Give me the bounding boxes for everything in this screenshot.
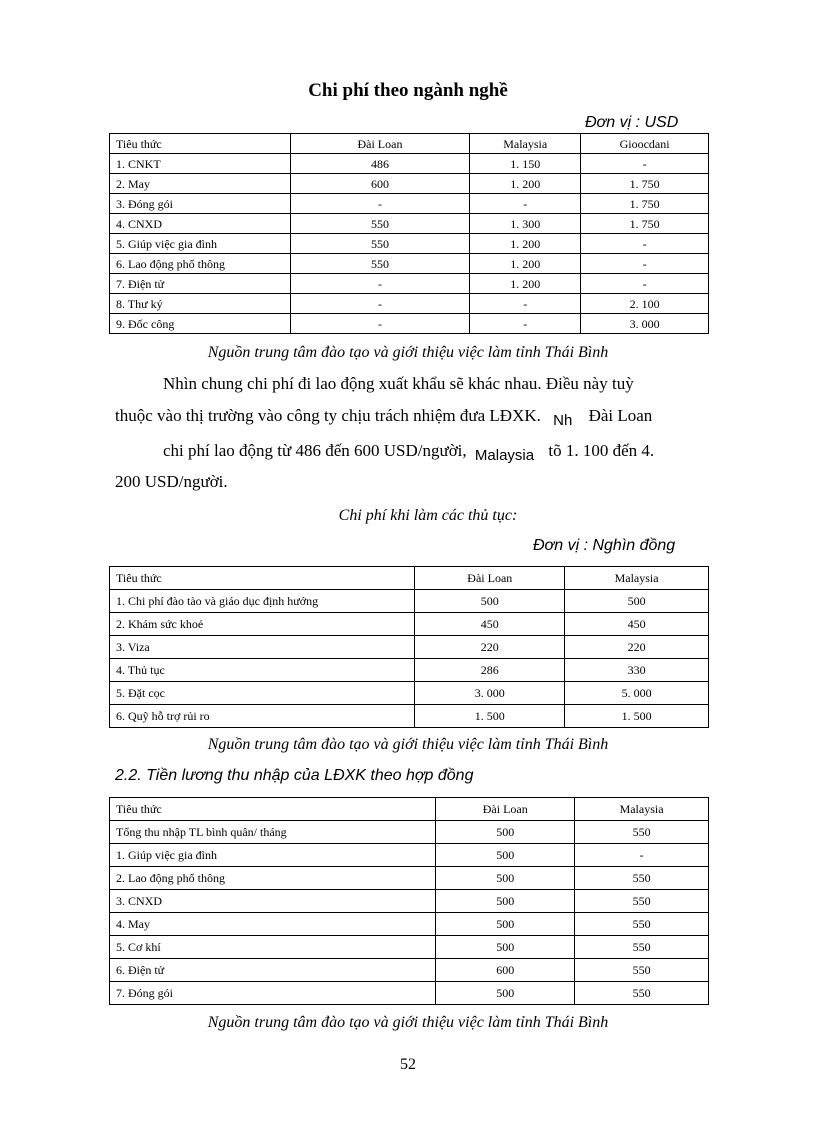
cell: 550 — [290, 214, 470, 234]
cell: - — [581, 274, 709, 294]
table-row — [110, 659, 709, 682]
cell: - — [290, 274, 470, 294]
procedure-cost-table — [109, 566, 709, 728]
row-label: 6. Lao động phổ thông — [110, 254, 291, 274]
cell: - — [290, 314, 470, 334]
cell: - — [470, 194, 581, 214]
row-label: 4. Thủ tục — [110, 659, 415, 682]
cell: 1. 150 — [470, 154, 581, 174]
table2-source: Nguồn trung tâm đào tạo và giới thiệu việc làm tỉnh Thái Bình — [207, 736, 609, 753]
paragraph-line: Nhìn chung chi phí đi lao động xuất khẩu sẽ khác nhau. Điều này tuỳ — [163, 374, 634, 393]
cell: 550 — [575, 936, 709, 959]
page-number: 52 — [400, 1056, 416, 1073]
table-row — [110, 314, 709, 334]
table-header-row — [110, 134, 709, 154]
table2-unit: Đơn vị : Nghìn đồng — [533, 537, 676, 554]
page-title: Chi phí theo ngành nghề — [308, 80, 508, 101]
header-cell: Malaysia — [470, 134, 581, 154]
table-row — [110, 234, 709, 254]
table2-caption: Chi phí khi làm các thủ tục: — [338, 507, 518, 524]
cell: 500 — [436, 844, 575, 867]
row-label: 9. Đốc công — [110, 314, 291, 334]
text-segment: Đài Loan — [588, 406, 653, 425]
header-cell: Tiêu thức — [110, 134, 291, 154]
row-label: 5. Đặt cọc — [110, 682, 415, 705]
header-cell: Tiêu thức — [110, 567, 415, 590]
cell: 550 — [575, 982, 709, 1005]
row-label: 5. Giúp việc gia đình — [110, 234, 291, 254]
table-row — [110, 936, 709, 959]
cell: 1. 200 — [470, 174, 581, 194]
table-row — [110, 959, 709, 982]
text-segment: Malaysia — [474, 447, 535, 464]
cell: - — [290, 194, 470, 214]
cell: 500 — [436, 913, 575, 936]
paragraph-line — [163, 435, 737, 468]
table-header-row — [110, 798, 709, 821]
cell: - — [575, 844, 709, 867]
text-segment: thuộc vào thị trường vào công ty chịu trách nhiệm đưa LĐXK. — [115, 406, 541, 425]
cell: 1. 200 — [470, 274, 581, 294]
row-label: 7. Điện tử — [110, 274, 291, 294]
header-cell: Malaysia — [575, 798, 709, 821]
cell: 500 — [436, 867, 575, 890]
cell: 550 — [290, 234, 470, 254]
cell: - — [581, 154, 709, 174]
table-row — [110, 913, 709, 936]
table-row — [110, 214, 709, 234]
cell: - — [470, 294, 581, 314]
cell: 1. 200 — [470, 234, 581, 254]
paragraph-line — [115, 400, 737, 433]
row-label: 2. Lao động phổ thông — [110, 867, 436, 890]
cell: 550 — [575, 821, 709, 844]
table-row — [110, 867, 709, 890]
cell: 500 — [415, 590, 565, 613]
cell: 550 — [575, 959, 709, 982]
table-header-row — [110, 567, 709, 590]
row-label: 3. Viza — [110, 636, 415, 659]
table1-unit: Đơn vị : USD — [585, 114, 679, 131]
row-label: 6. Quỹ hỗ trợ rủi ro — [110, 705, 415, 728]
row-label: 6. Điện tử — [110, 959, 436, 982]
cell: 1. 500 — [565, 705, 709, 728]
text-segment: chi phí lao động từ 486 đến 600 USD/người, — [163, 441, 467, 460]
table-row — [110, 890, 709, 913]
table-row — [110, 982, 709, 1005]
table-row — [110, 174, 709, 194]
cell: 450 — [415, 613, 565, 636]
header-cell: Đài Loan — [290, 134, 470, 154]
table-row — [110, 821, 709, 844]
cell: 220 — [565, 636, 709, 659]
cell: 1. 750 — [581, 194, 709, 214]
table-row — [110, 844, 709, 867]
row-label: 4. CNXD — [110, 214, 291, 234]
table-row — [110, 636, 709, 659]
cell: 220 — [415, 636, 565, 659]
cell: 550 — [290, 254, 470, 274]
row-label: 3. CNXD — [110, 890, 436, 913]
cell: 550 — [575, 913, 709, 936]
table-row — [110, 705, 709, 728]
row-label: Tổng thu nhập TL bình quân/ tháng — [110, 821, 436, 844]
header-cell: Đài Loan — [436, 798, 575, 821]
table-row — [110, 613, 709, 636]
table-row — [110, 154, 709, 174]
cell: 286 — [415, 659, 565, 682]
row-label: 3. Đóng gói — [110, 194, 291, 214]
table-row — [110, 682, 709, 705]
salary-table — [109, 797, 709, 1005]
cell: 1. 200 — [470, 254, 581, 274]
row-label: 2. Khám sức khoẻ — [110, 613, 415, 636]
cell: 486 — [290, 154, 470, 174]
table-row — [110, 590, 709, 613]
cell: 500 — [565, 590, 709, 613]
cell: 500 — [436, 890, 575, 913]
cell: - — [581, 254, 709, 274]
table-row — [110, 274, 709, 294]
cell: 450 — [565, 613, 709, 636]
cell: 500 — [436, 982, 575, 1005]
table-row — [110, 254, 709, 274]
row-label: 8. Thư ký — [110, 294, 291, 314]
cell: - — [581, 234, 709, 254]
header-cell: Malaysia — [565, 567, 709, 590]
table3-source: Nguồn trung tâm đào tạo và giới thiệu việc làm tỉnh Thái Bình — [207, 1014, 609, 1031]
row-label: 4. May — [110, 913, 436, 936]
cell: 330 — [565, 659, 709, 682]
cell: 600 — [436, 959, 575, 982]
cell: 1. 500 — [415, 705, 565, 728]
cell: 3. 000 — [415, 682, 565, 705]
row-label: 7. Đóng gói — [110, 982, 436, 1005]
cost-by-occupation-table — [109, 133, 709, 334]
cell: - — [470, 314, 581, 334]
header-cell: Đài Loan — [415, 567, 565, 590]
paragraph-line: 200 USD/người. — [115, 472, 228, 491]
row-label: 1. CNKT — [110, 154, 291, 174]
table-row — [110, 294, 709, 314]
cell: 1. 750 — [581, 174, 709, 194]
cell: 3. 000 — [581, 314, 709, 334]
text-segment: tõ 1. 100 đến 4. — [548, 441, 655, 460]
cell: 500 — [436, 821, 575, 844]
cell: 550 — [575, 867, 709, 890]
cell: - — [290, 294, 470, 314]
cell: 600 — [290, 174, 470, 194]
table1-source: Nguồn trung tâm đào tạo và giới thiệu việc làm tỉnh Thái Bình — [207, 344, 609, 361]
cell: 2. 100 — [581, 294, 709, 314]
text-segment: Nh — [553, 412, 573, 429]
row-label: 2. May — [110, 174, 291, 194]
cell: 500 — [436, 936, 575, 959]
row-label: 5. Cơ khí — [110, 936, 436, 959]
cell: 5. 000 — [565, 682, 709, 705]
cell: 1. 300 — [470, 214, 581, 234]
section-heading: 2.2. Tiền lương thu nhập của LĐXK theo hợp đồng — [115, 767, 474, 784]
row-label: 1. Giúp việc gia đình — [110, 844, 436, 867]
cell: 1. 750 — [581, 214, 709, 234]
header-cell: Tiêu thức — [110, 798, 436, 821]
table-row — [110, 194, 709, 214]
row-label: 1. Chi phí đào tào và giáo dục định hướng — [110, 590, 415, 613]
header-cell: Gioocdani — [581, 134, 709, 154]
cell: 550 — [575, 890, 709, 913]
